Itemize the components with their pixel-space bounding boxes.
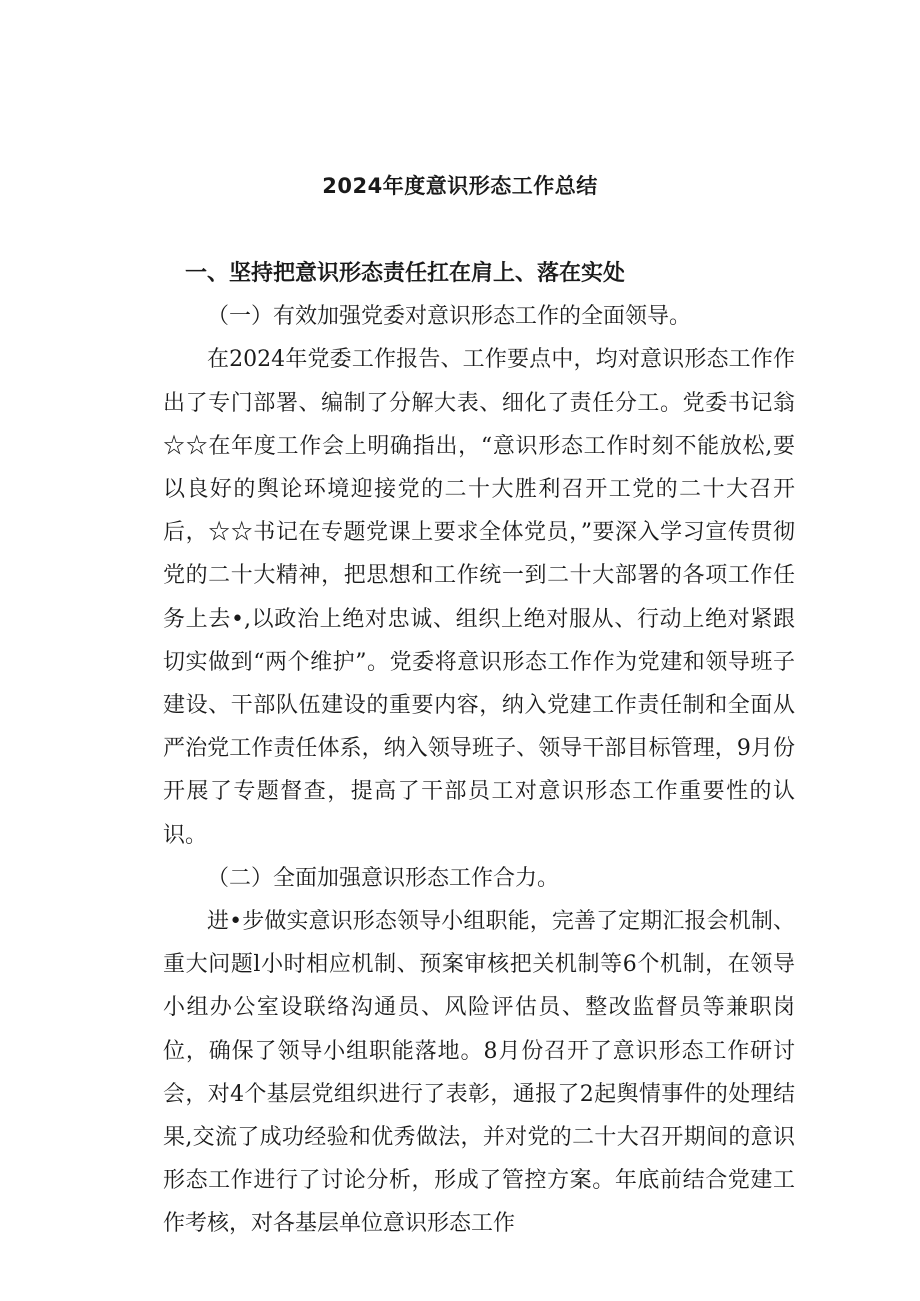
document-body	[163, 252, 795, 1246]
paragraph-2: 进•步做实意识形态领导小组职能，完善了定期汇报会机制、重大问题l小时相应机制、预案审核把关机制等6个机制，在领导小组办公室设联络沟通员、风险评估员、整改监督员等兼职岗位，确保了领导小组职能落地。8月份召开了意识形态工作研讨会，对4个基层党组织进行了表彰，通报了2起舆情事件的处理结果,交流了成功经验和优秀做法，并对党的二十大召开期间的意识形态工作进行了讨论分析，形成了管控方案。年底前结合党建工作考核，对各基层单位意识形态工作	[163, 909, 795, 1237]
subsection-heading-2: （二）全面加强意识形态工作合力。	[207, 865, 560, 891]
section-heading-1: 一、坚持把意识形态责任扛在肩上、落在实处	[185, 261, 626, 286]
page-title: 2024年度意识形态工作总结	[322, 174, 598, 198]
subsection-heading-1: （一）有效加强党委对意识形态工作的全面领导。	[207, 304, 692, 330]
paragraph-1: 在2024年党委工作报告、工作要点中，均对意识形态工作作出了专门部署、编制了分解大表、细化了责任分工。党委书记翁☆☆在年度工作会上明确指出，“意识形态工作时刻不能放松,要以良好的舆论环境迎接党的二十大胜利召开工党的二十大召开后，☆☆书记在专题党课上要求全体党员，”要深入学习宣传贯彻党的二十大精神，把思想和工作统一到二十大部署的各项工作任务上去•,以政治上绝对忠诚、组织上绝对服从、行动上绝对紧跟切实做到“两个维护”。党委将意识形态工作作为党建和领导班子建设、干部队伍建设的重要内容，纳入党建工作责任制和全面从严治党工作责任体系，纳入领导班子、领导干部目标管理，9月份开展了专题督查，提高了干部员工对意识形态工作重要性的认识。	[163, 347, 795, 848]
